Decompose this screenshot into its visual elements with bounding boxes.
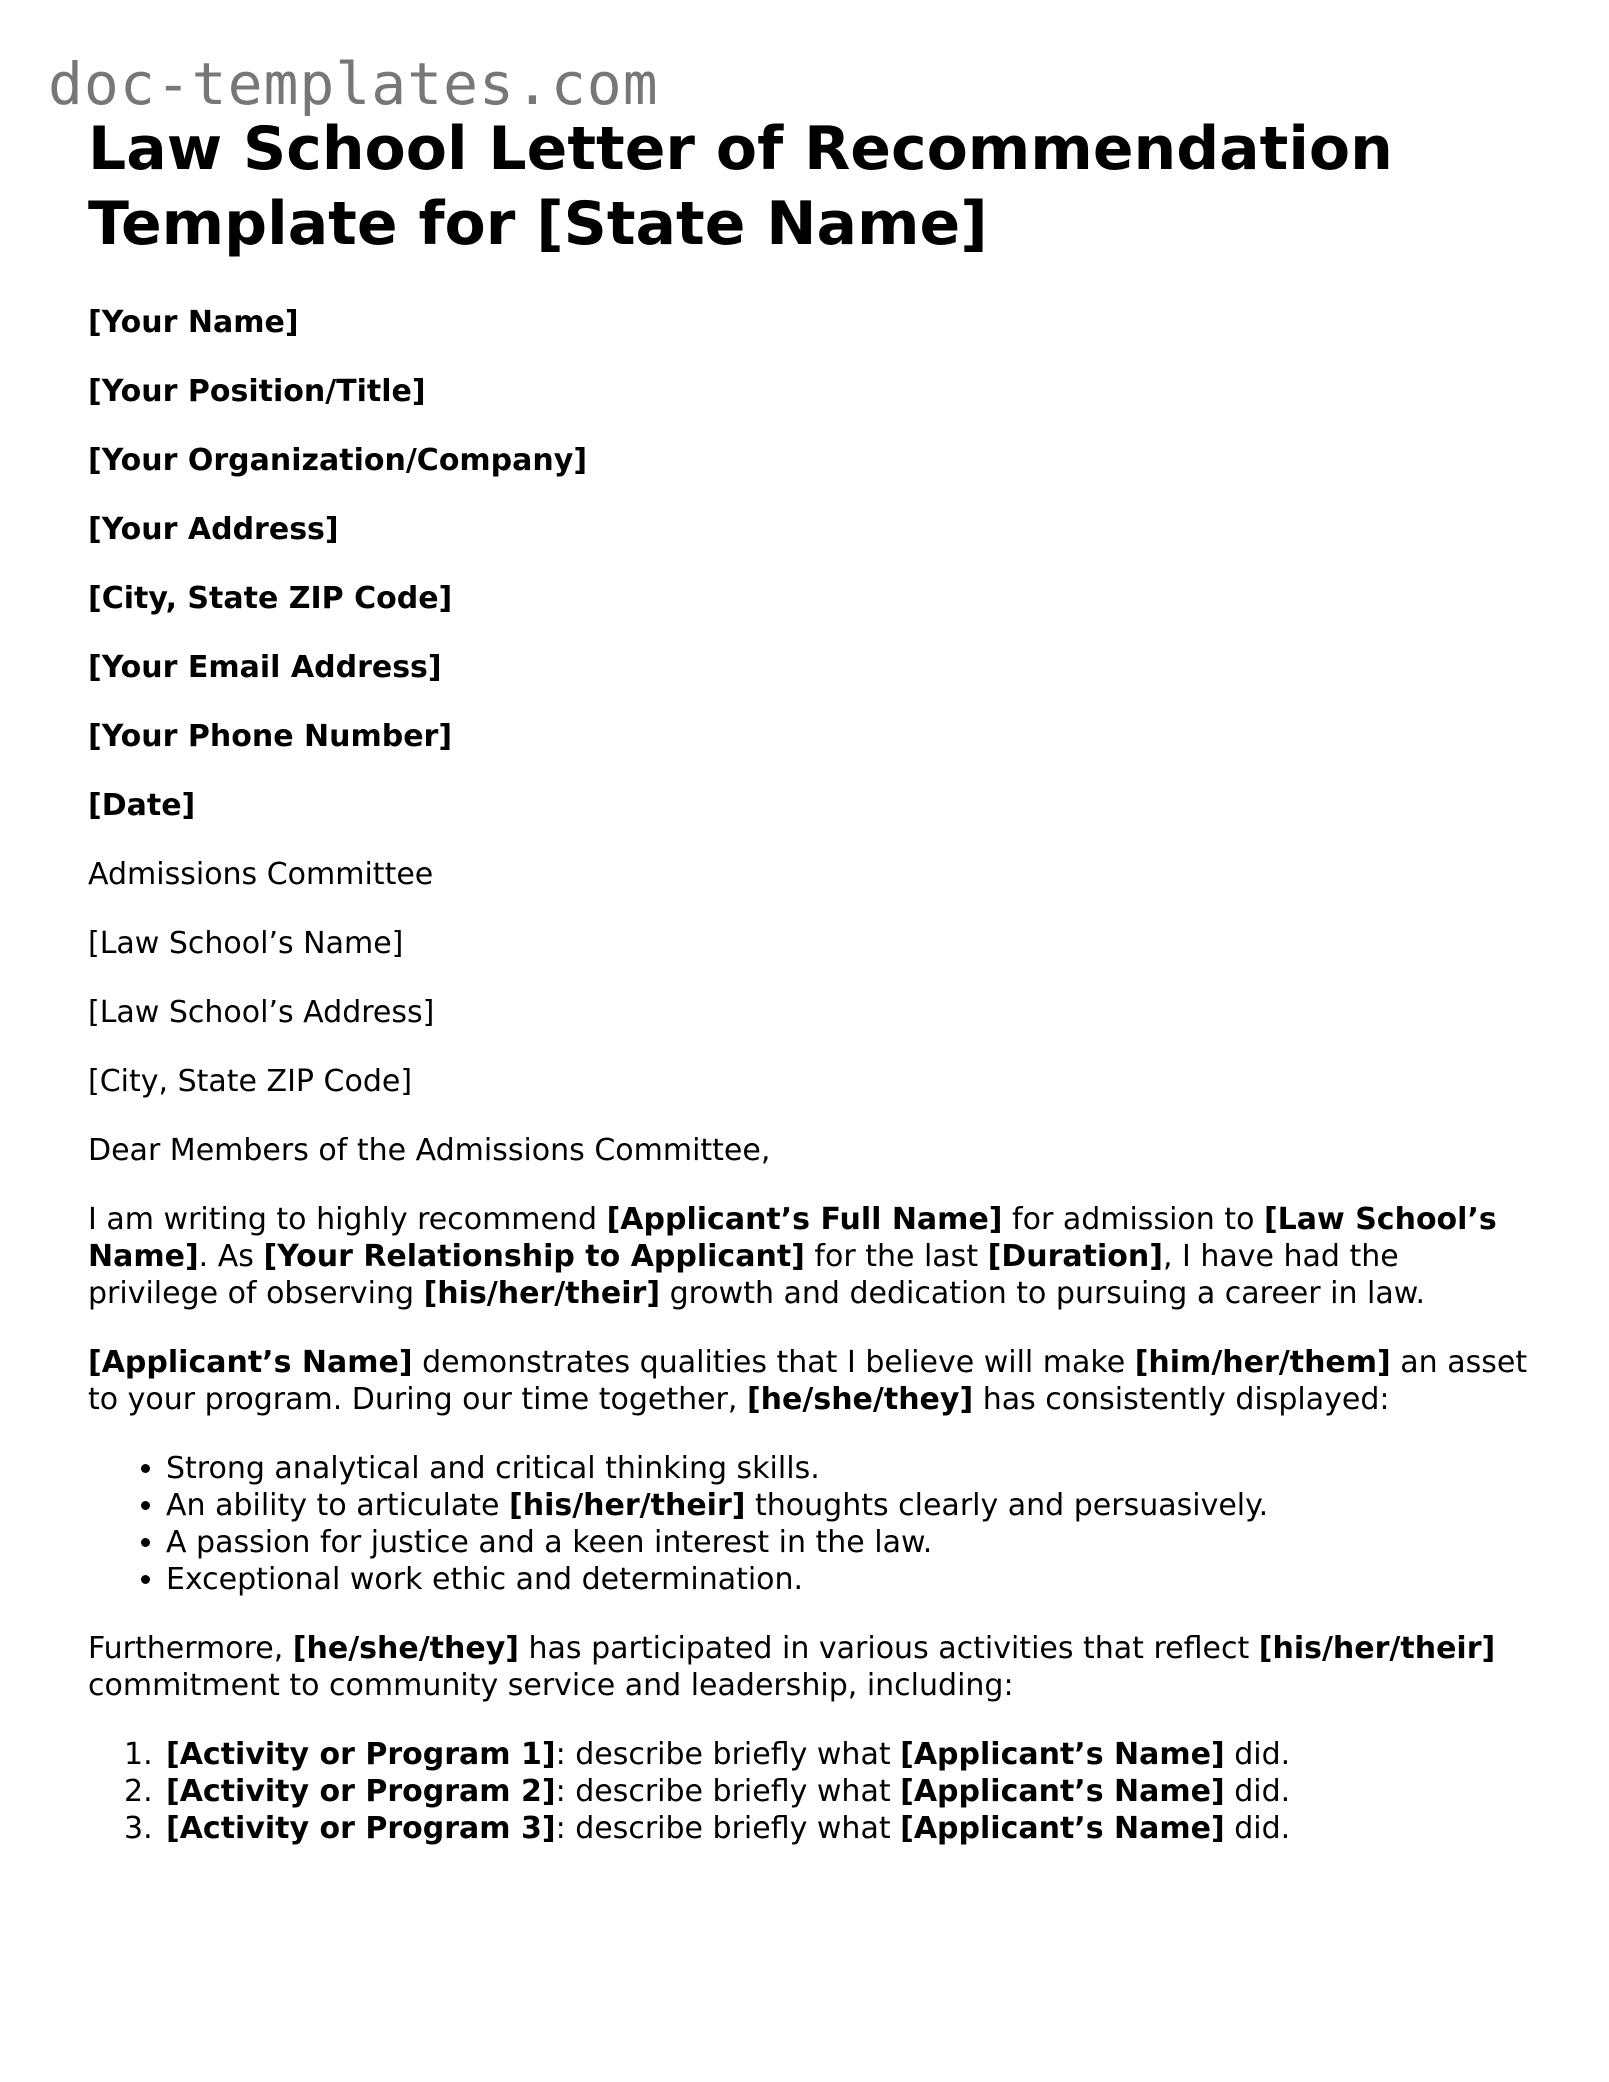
activities-list [88, 1736, 1528, 1847]
placeholder-pronoun: [his/her/their] [509, 1488, 746, 1523]
site-watermark: doc-templates.com [48, 50, 659, 118]
sender-city-state-zip: [City, State ZIP Code] [88, 581, 453, 616]
recipient-city-state-zip: [City, State ZIP Code] [88, 1064, 413, 1099]
text-run: , I have had the privilege of observing [88, 1239, 1399, 1311]
list-item [166, 1487, 1528, 1524]
text-run: for admission to [1002, 1202, 1264, 1237]
list-item [124, 1773, 1528, 1810]
list-number: 1. [124, 1737, 153, 1772]
list-item: • A passion for justice and a keen interest in the law. [166, 1524, 1528, 1561]
sender-address: [Your Address] [88, 512, 339, 547]
text-run: thoughts clearly and persuasively. [745, 1488, 1269, 1523]
recipient-committee: Admissions Committee [88, 857, 434, 892]
text-run: : describe briefly what [555, 1737, 901, 1772]
sender-email: [Your Email Address] [88, 650, 442, 685]
list-item [124, 1736, 1528, 1773]
placeholder-duration: [Duration] [987, 1239, 1163, 1274]
placeholder-pronoun: [his/her/their] [1258, 1631, 1496, 1666]
text-run: growth and dedication to pursuing a career in law. [660, 1276, 1426, 1311]
placeholder-pronoun: [he/she/they] [292, 1631, 519, 1666]
list-item: • Exceptional work ethic and determination. [166, 1561, 1528, 1598]
placeholder-pronoun: [him/her/them] [1134, 1345, 1391, 1380]
text-run: : describe briefly what [555, 1811, 901, 1846]
list-item: • Strong analytical and critical thinking skills. [166, 1450, 1528, 1487]
text-run: has participated in various activities that reflect [519, 1631, 1259, 1666]
text-run: commitment to community service and leadership, including: [88, 1668, 1014, 1703]
text-run: An ability to articulate [166, 1488, 510, 1523]
text-run: demonstrates qualities that I believe will make [412, 1345, 1135, 1380]
sender-name: [Your Name] [88, 305, 299, 340]
text-run: an asset to your program. During our time together, [88, 1345, 1528, 1417]
text-run: : describe briefly what [555, 1774, 901, 1809]
recipient-school-name: [Law School’s Name] [88, 926, 404, 961]
document-page [88, 112, 1528, 1847]
placeholder-pronoun: [his/her/their] [423, 1276, 661, 1311]
placeholder-applicant-name: [Applicant’s Name] [900, 1774, 1225, 1809]
placeholder-applicant-full-name: [Applicant’s Full Name] [606, 1202, 1003, 1237]
placeholder-activity: [Activity or Program 1] [166, 1737, 556, 1772]
placeholder-activity: [Activity or Program 3] [166, 1811, 556, 1846]
text-run: Furthermore, [88, 1631, 293, 1666]
text-run: for the last [804, 1239, 988, 1274]
placeholder-applicant-name: [Applicant’s Name] [900, 1737, 1225, 1772]
list-item [124, 1810, 1528, 1847]
placeholder-pronoun: [he/she/they] [746, 1382, 974, 1417]
placeholder-relationship: [Your Relationship to Applicant] [263, 1239, 805, 1274]
sender-phone: [Your Phone Number] [88, 719, 453, 754]
text-run: did. [1224, 1774, 1291, 1809]
sender-organization: [Your Organization/Company] [88, 443, 588, 478]
salutation: Dear Members of the Admissions Committee, [88, 1133, 771, 1168]
text-run: did. [1224, 1737, 1291, 1772]
letter-date: [Date] [88, 788, 196, 823]
list-number: 3. [124, 1811, 153, 1846]
placeholder-applicant-name: [Applicant’s Name] [88, 1345, 413, 1380]
intro-paragraph [88, 1201, 1528, 1312]
placeholder-applicant-name: [Applicant’s Name] [900, 1811, 1225, 1846]
text-run: . As [198, 1239, 264, 1274]
text-run: has consistently displayed: [973, 1382, 1390, 1417]
qualities-paragraph [88, 1344, 1528, 1418]
placeholder-law-school-name: [Law School’s Name] [88, 1202, 1497, 1274]
placeholder-activity: [Activity or Program 2] [166, 1774, 556, 1809]
list-number: 2. [124, 1774, 153, 1809]
text-run: did. [1224, 1811, 1291, 1846]
activities-paragraph [88, 1630, 1528, 1704]
text-run: I am writing to highly recommend [88, 1202, 607, 1237]
sender-position: [Your Position/Title] [88, 374, 426, 409]
qualities-list [88, 1450, 1528, 1598]
document-title: Law School Letter of Recommendation Template for [State Name] [88, 114, 1393, 259]
recipient-school-address: [Law School’s Address] [88, 995, 435, 1030]
